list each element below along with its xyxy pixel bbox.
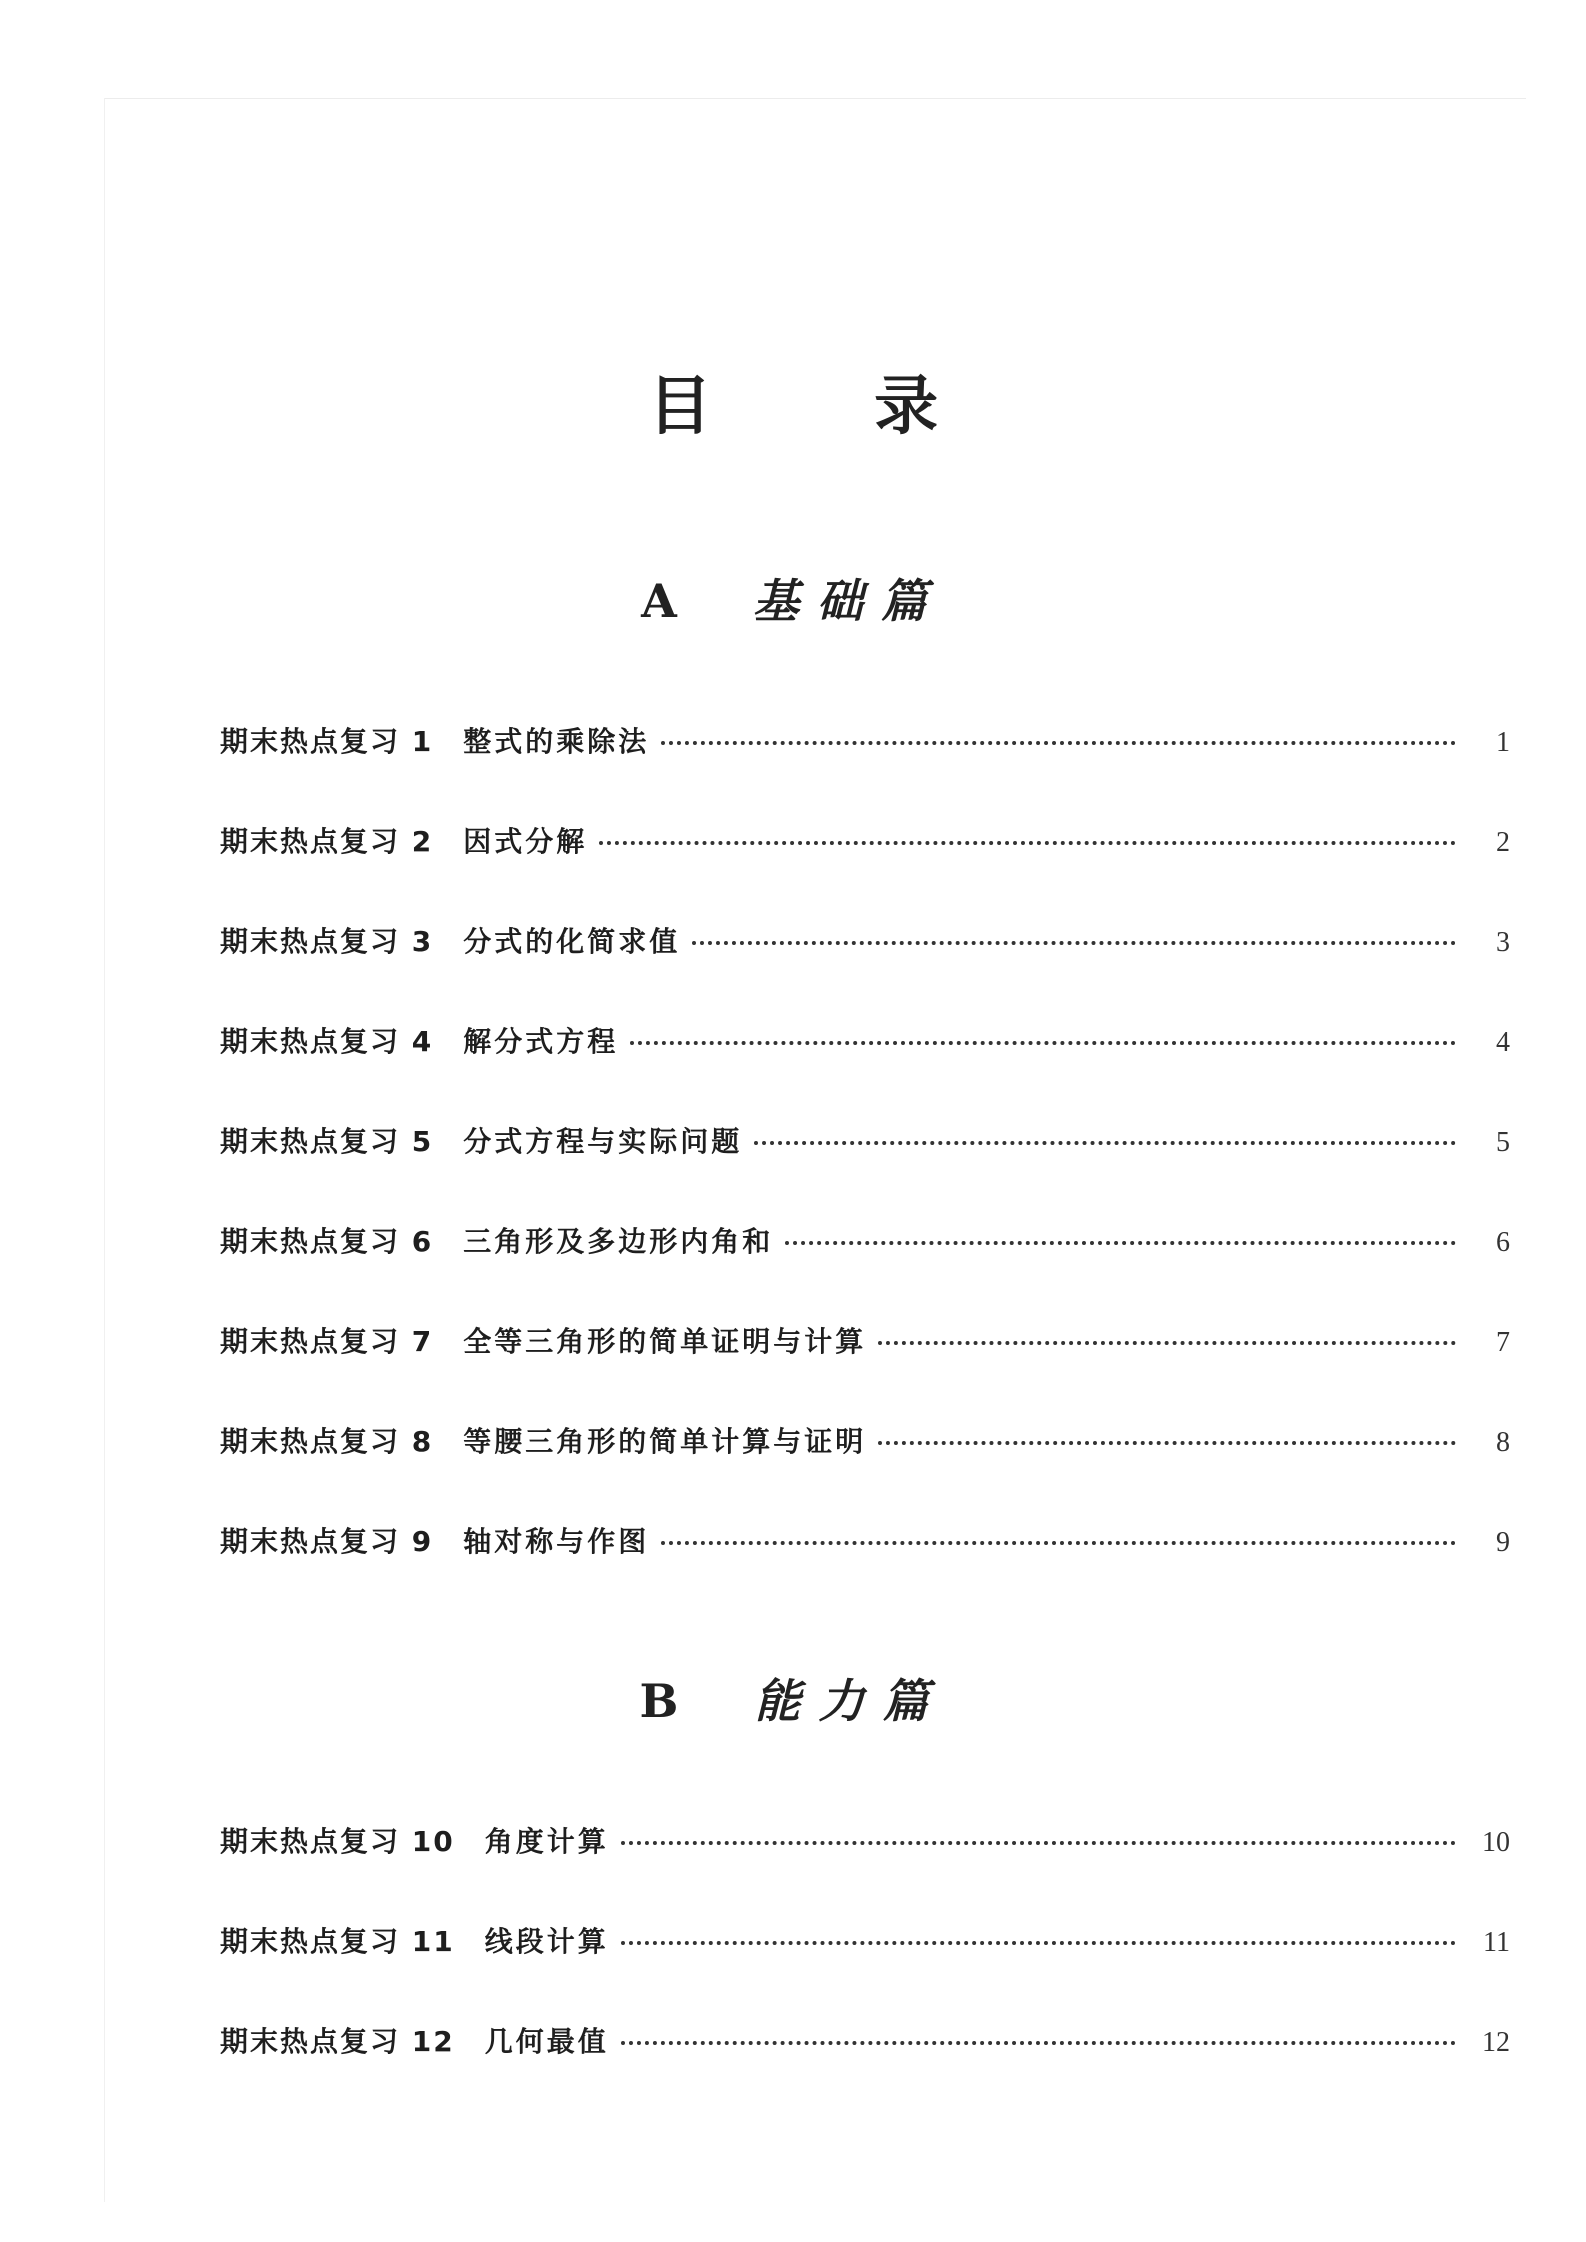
toc-entry[interactable]	[220, 720, 1510, 820]
entry-label: 期末热点复习 12	[220, 2025, 455, 2058]
entry-label: 期末热点复习 9	[220, 1525, 434, 1558]
entry-title: 因式分解	[463, 825, 588, 858]
section-heading-a	[0, 565, 1586, 631]
entry-page-number: 9	[1496, 1527, 1510, 1558]
entry-page-number: 3	[1496, 927, 1510, 958]
toc-entry[interactable]	[220, 1120, 1510, 1220]
toc-entry[interactable]	[220, 1820, 1510, 1920]
toc-entry[interactable]	[220, 1520, 1510, 1620]
dot-leader	[878, 1441, 1456, 1445]
toc-entry[interactable]	[220, 1320, 1510, 1420]
dot-leader	[621, 1841, 1456, 1845]
toc-list-b	[220, 1820, 1510, 2120]
toc-title: 目 录	[647, 369, 1009, 444]
dot-leader	[661, 1541, 1456, 1545]
entry-page-number: 11	[1483, 1927, 1510, 1958]
dot-leader	[692, 941, 1456, 945]
dot-leader	[621, 2041, 1456, 2045]
entry-page-number: 4	[1496, 1027, 1510, 1058]
toc-entry[interactable]	[220, 2020, 1510, 2120]
entry-title: 分式的化简求值	[463, 925, 681, 958]
page-edge-top	[105, 98, 1526, 99]
toc-entry[interactable]	[220, 1020, 1510, 1120]
entry-page-number: 2	[1496, 827, 1510, 858]
entry-page-number: 6	[1496, 1227, 1510, 1258]
entry-label: 期末热点复习 1	[220, 725, 434, 758]
toc-entry[interactable]	[220, 1420, 1510, 1520]
entry-label: 期末热点复习 2	[220, 825, 434, 858]
section-name: 能力篇	[754, 1674, 947, 1728]
entry-page-number: 12	[1482, 2027, 1510, 2058]
entry-page-number: 5	[1496, 1127, 1510, 1158]
section-letter: A	[641, 574, 677, 628]
entry-title: 整式的乘除法	[463, 725, 650, 758]
entry-label: 期末热点复习 3	[220, 925, 434, 958]
entry-label: 期末热点复习 8	[220, 1425, 434, 1458]
dot-leader	[621, 1941, 1456, 1945]
dot-leader	[599, 841, 1456, 845]
section-heading-b	[0, 1665, 1586, 1731]
entry-title: 解分式方程	[463, 1025, 619, 1058]
entry-title: 几何最值	[484, 2025, 609, 2058]
entry-title: 全等三角形的简单证明与计算	[463, 1325, 867, 1358]
toc-entry[interactable]	[220, 1220, 1510, 1320]
entry-page-number: 10	[1482, 1827, 1510, 1858]
dot-leader	[661, 741, 1456, 745]
entry-label: 期末热点复习 10	[220, 1825, 455, 1858]
entry-title: 线段计算	[484, 1925, 609, 1958]
toc-entry[interactable]	[220, 820, 1510, 920]
entry-title: 轴对称与作图	[463, 1525, 650, 1558]
entry-label: 期末热点复习 11	[220, 1925, 455, 1958]
dot-leader	[754, 1141, 1456, 1145]
toc-entry[interactable]	[220, 1920, 1510, 2020]
entry-label: 期末热点复习 5	[220, 1125, 434, 1158]
entry-title: 等腰三角形的简单计算与证明	[463, 1425, 867, 1458]
entry-label: 期末热点复习 6	[220, 1225, 434, 1258]
entry-page-number: 1	[1496, 727, 1510, 758]
dot-leader	[785, 1241, 1456, 1245]
entry-label: 期末热点复习 7	[220, 1325, 434, 1358]
entry-page-number: 7	[1496, 1327, 1510, 1358]
entry-title: 三角形及多边形内角和	[463, 1225, 774, 1258]
entry-title: 分式方程与实际问题	[463, 1125, 743, 1158]
toc-entry[interactable]	[220, 920, 1510, 1020]
section-letter: B	[639, 1674, 679, 1728]
dot-leader	[878, 1341, 1456, 1345]
entry-title: 角度计算	[484, 1825, 609, 1858]
entry-label: 期末热点复习 4	[220, 1025, 434, 1058]
toc-list-a	[220, 720, 1510, 1620]
dot-leader	[630, 1041, 1456, 1045]
entry-page-number: 8	[1496, 1427, 1510, 1458]
section-name: 基础篇	[752, 574, 945, 628]
